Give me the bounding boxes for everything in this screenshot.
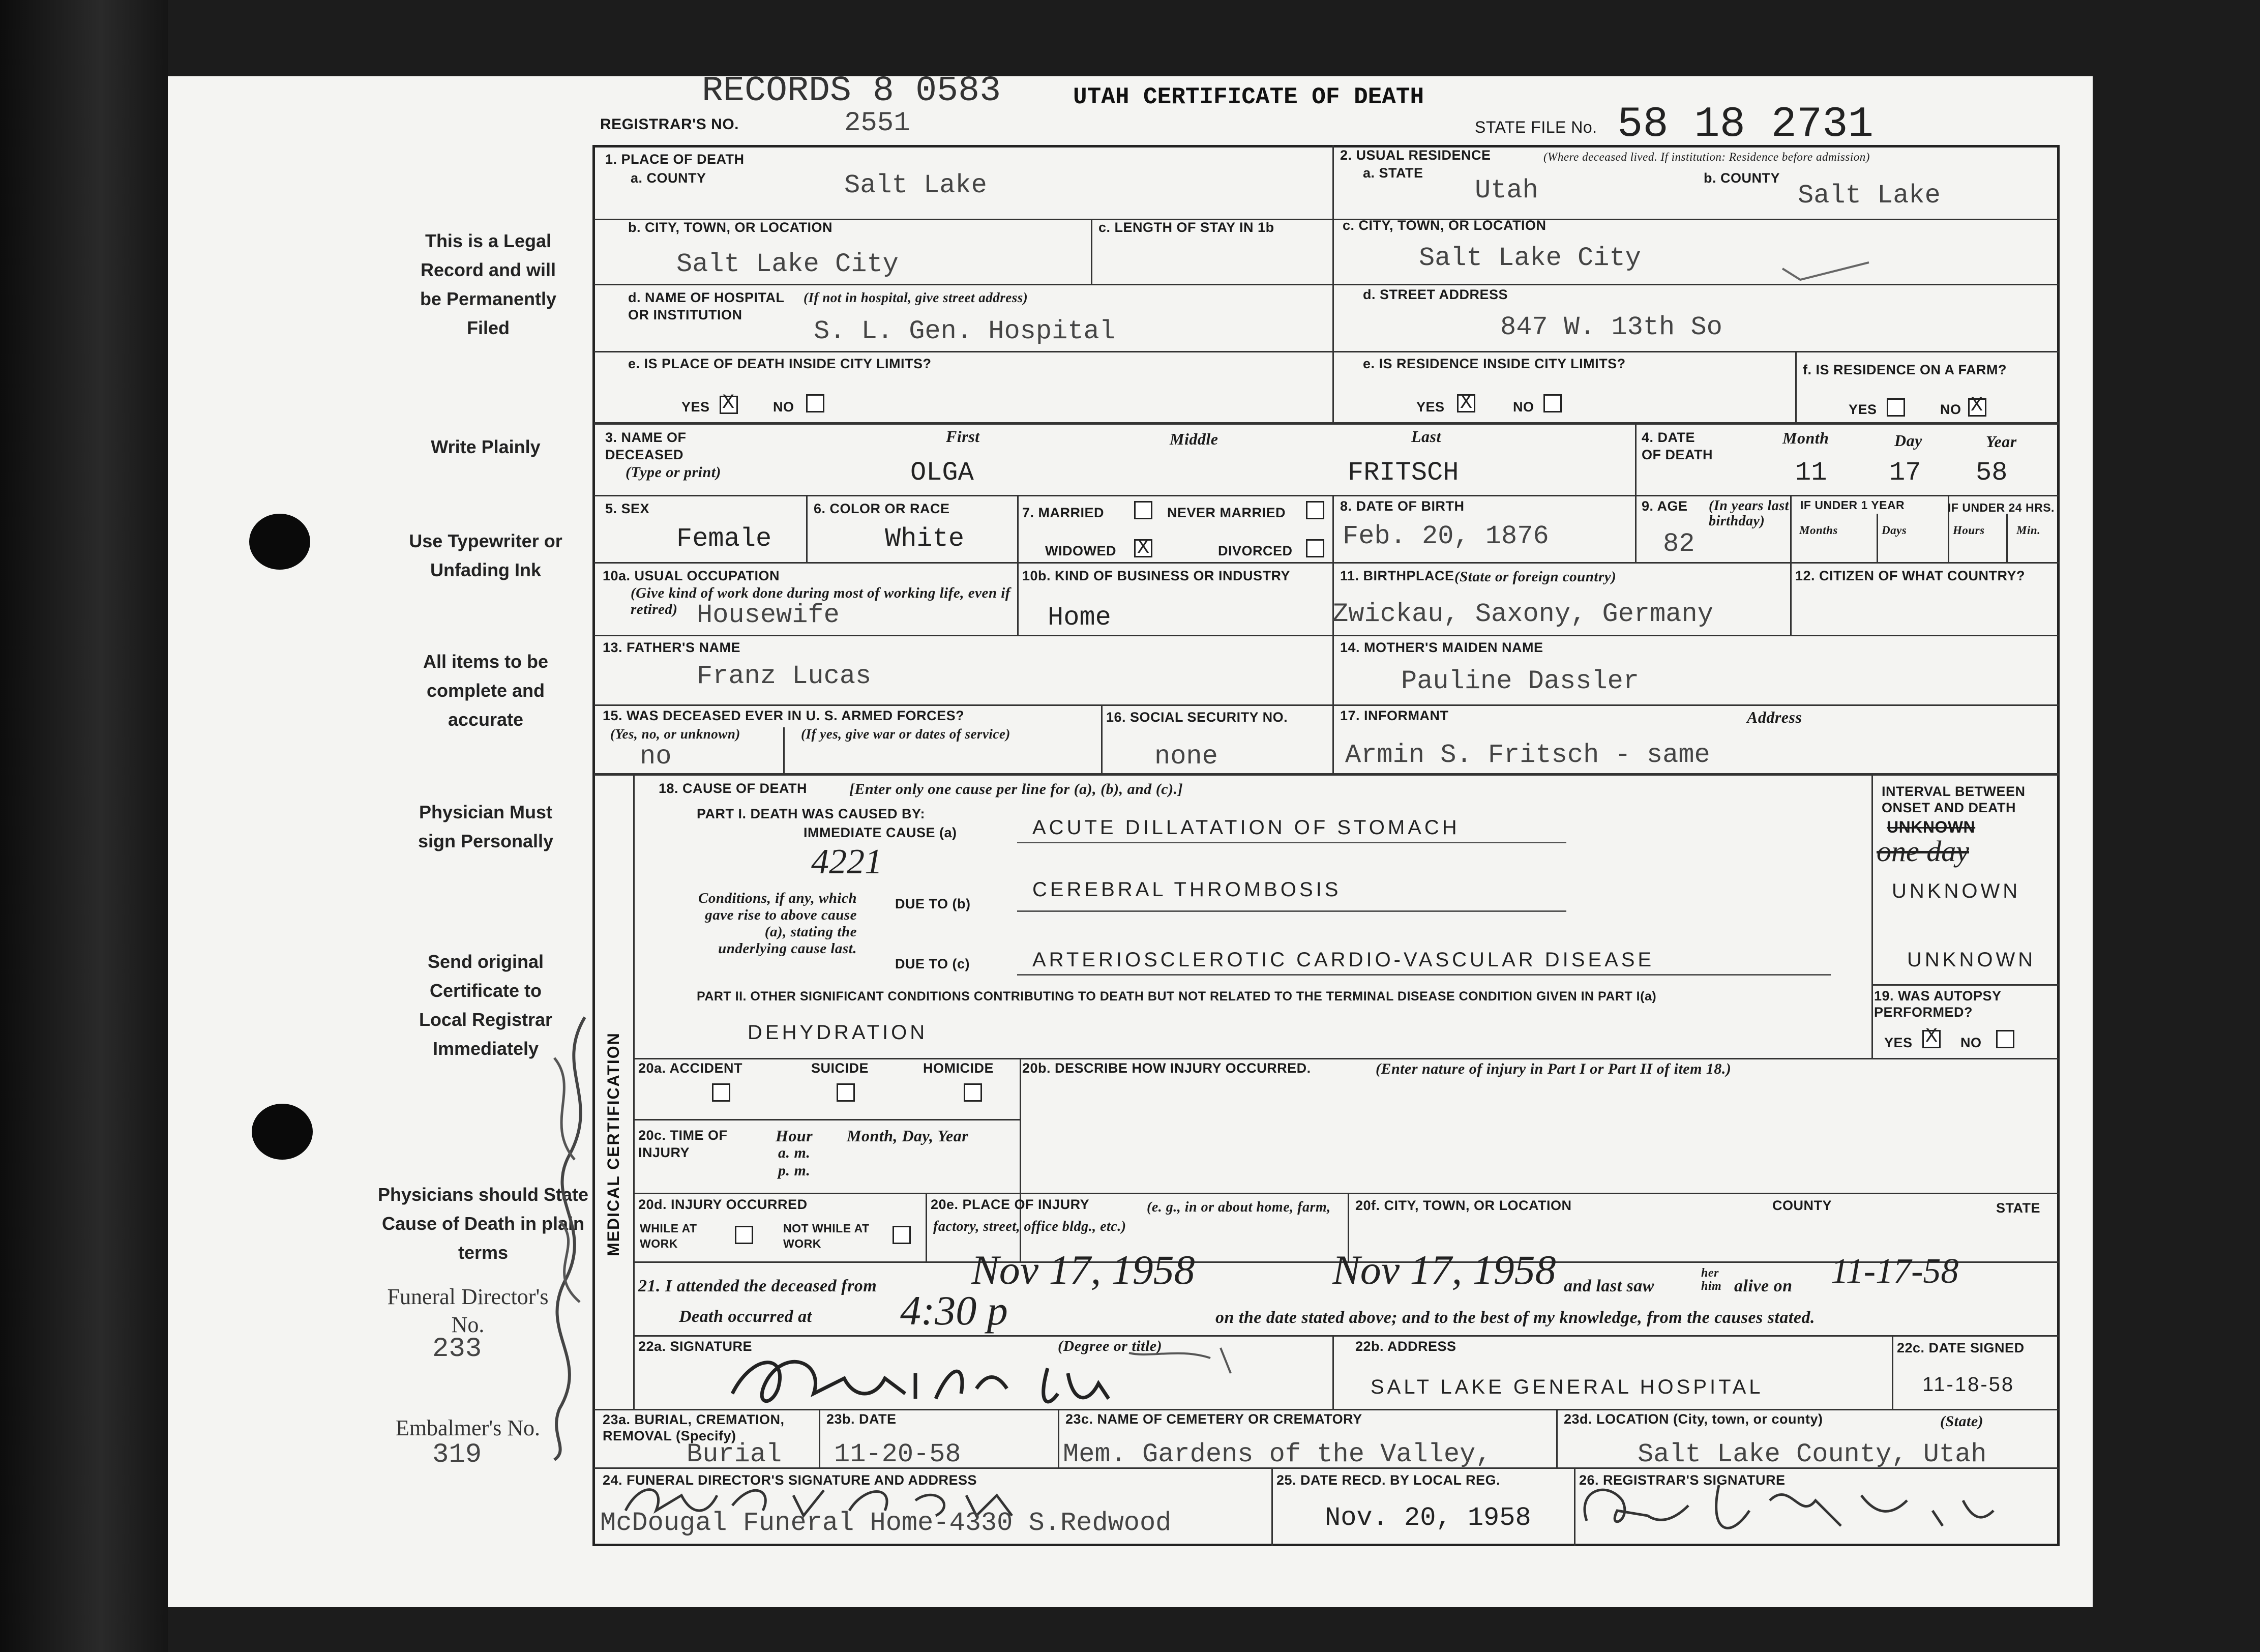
hospital-note: (If not in hospital, give street address) (804, 290, 1028, 305)
place-of-injury-note: (e. g., in or about home, farm, factory, street, office bldg., etc.) (933, 1199, 1331, 1234)
residence-city-no-checkbox[interactable] (1543, 394, 1562, 412)
injury-occurred-label: 20d. INJURY OCCURRED (638, 1197, 808, 1212)
cause-code-handwritten: 4221 (811, 842, 882, 881)
attended-from-value: Nov 17, 1958 (971, 1247, 1195, 1293)
cause-of-death-note: [Enter only one cause per line for (a), (b), and (c).] (849, 781, 1183, 798)
burial-date-label: 23b. DATE (826, 1411, 897, 1427)
suicide-label: SUICIDE (811, 1060, 869, 1076)
race-value: White (885, 524, 965, 554)
cemetery-label: 23c. NAME OF CEMETERY OR CREMATORY (1065, 1411, 1362, 1427)
injury-date-heading: Month, Day, Year (847, 1127, 969, 1145)
accident-checkbox[interactable] (712, 1083, 730, 1102)
cause-a-value: ACUTE DILLATATION OF STOMACH (1032, 816, 1460, 839)
street-address-label: d. STREET ADDRESS (1363, 287, 1508, 302)
date-of-birth-label: 8. DATE OF BIRTH (1340, 498, 1465, 514)
alive-on-label: alive on (1734, 1277, 1793, 1295)
occupation-label: 10a. USUAL OCCUPATION (603, 568, 780, 583)
embalmer-label: Embalmer's No. (395, 1415, 541, 1440)
punch-hole-bottom (252, 1104, 313, 1160)
father-name-label: 13. FATHER'S NAME (603, 640, 740, 655)
last-saw-label: and last saw (1564, 1277, 1654, 1295)
farm-yes-label: YES (1849, 402, 1877, 417)
never-married-label: NEVER MARRIED (1167, 505, 1286, 520)
year-heading: Year (1986, 432, 2017, 451)
punch-hole-top (249, 514, 310, 570)
name-note: (Type or print) (626, 464, 722, 481)
date-of-death-label: 4. DATE OF DEATH (1642, 430, 1713, 462)
autopsy-label: 19. WAS AUTOPSY PERFORMED? (1874, 988, 2002, 1020)
hospital-label: d. NAME OF HOSPITAL OR INSTITUTION (628, 290, 785, 322)
residence-city-label: c. CITY, TOWN, OR LOCATION (1343, 218, 1547, 233)
interval-c-value: UNKNOWN (1907, 949, 2036, 971)
place-of-injury-label: 20e. PLACE OF INJURY (931, 1197, 1090, 1212)
death-time-value: 4:30 p (900, 1287, 1008, 1334)
inside-city-no-label: NO (773, 399, 794, 415)
widowed-label: WIDOWED (1045, 543, 1116, 558)
funeral-director-number: 233 (432, 1334, 482, 1365)
residence-state-label: a. STATE (1363, 165, 1423, 181)
informant-label: 17. INFORMANT (1340, 708, 1449, 723)
hours-heading: Hours (1953, 524, 1985, 537)
cause-of-death-label: 18. CAUSE OF DEATH (659, 781, 808, 796)
industry-label: 10b. KIND OF BUSINESS OR INDUSTRY (1022, 568, 1291, 583)
county-value: Salt Lake (844, 170, 987, 200)
minutes-heading: Min. (2016, 524, 2041, 537)
inside-city-no-checkbox[interactable] (806, 394, 824, 412)
while-at-work-checkbox[interactable] (735, 1226, 753, 1244)
county-label: a. COUNTY (631, 170, 706, 186)
first-name-heading: First (946, 427, 980, 446)
death-year-value: 58 (1976, 458, 2008, 488)
registrar-number: 2551 (844, 108, 910, 139)
death-statement-label: on the date stated above; and to the best of my knowledge, from the causes stated. (1215, 1308, 1815, 1327)
street-address-value: 847 W. 13th So (1500, 312, 1722, 342)
hospital-value: S. L. Gen. Hospital (814, 316, 1115, 346)
margin-send-note: Send original Certificate to Local Registrar Immediately (419, 951, 553, 1059)
usual-residence-label: 2. USUAL RESIDENCE (1340, 148, 1491, 163)
usual-residence-note: (Where deceased lived. If institution: Residence before admission) (1543, 151, 1870, 163)
age-note: (In years last birthday) (1709, 498, 1789, 529)
residence-county-label: b. COUNTY (1704, 170, 1780, 186)
burial-location-label: 23d. LOCATION (City, town, or county) (1564, 1411, 1823, 1427)
attended-to-value: Nov 17, 1958 (1332, 1247, 1556, 1293)
date-received-value: Nov. 20, 1958 (1325, 1503, 1531, 1533)
autopsy-no-label: NO (1960, 1035, 1982, 1050)
residence-city-yes-mark: X (1460, 392, 1473, 415)
mother-name-label: 14. MOTHER'S MAIDEN NAME (1340, 640, 1543, 655)
armed-forces-note-1: (Yes, no, or unknown) (610, 726, 740, 742)
citizenship-label: 12. CITIZEN OF WHAT COUNTRY? (1795, 568, 2025, 583)
interval-struck-text: UNKNOWN (1887, 818, 1976, 836)
informant-address-heading: Address (1747, 708, 1802, 726)
while-at-work-label: WHILE AT WORK (640, 1222, 697, 1250)
margin-write-plainly: Write Plainly (431, 436, 541, 457)
cause-c-value: ARTERIOSCLEROTIC CARDIO-VASCULAR DISEASE (1032, 949, 1655, 971)
place-of-death-label: 1. PLACE OF DEATH (605, 152, 745, 167)
social-security-value: none (1154, 742, 1218, 772)
registrar-signature (1577, 1470, 2034, 1546)
name-of-deceased-label: 3. NAME OF DECEASED (605, 430, 687, 462)
signature-label: 22a. SIGNATURE (638, 1339, 753, 1354)
injury-city-label: 20f. CITY, TOWN, OR LOCATION (1355, 1198, 1572, 1213)
funeral-director-label: Funeral Director's No. (387, 1284, 549, 1337)
due-to-c-label: DUE TO (c) (895, 956, 970, 971)
time-of-injury-label: 20c. TIME OF INJURY (638, 1128, 728, 1160)
inside-city-yes-mark: X (722, 392, 735, 415)
burial-date-value: 11-20-58 (834, 1439, 961, 1469)
month-heading: Month (1782, 429, 1829, 447)
autopsy-yes-mark: X (1925, 1025, 1938, 1048)
physician-address-label: 22b. ADDRESS (1355, 1339, 1456, 1354)
armed-forces-note-2: (If yes, give war or dates of service) (801, 726, 1010, 742)
margin-complete-note: All items to be complete and accurate (423, 651, 549, 730)
medical-certification-label: MEDICAL CERTIFICATION (604, 1032, 622, 1256)
under-one-year-label: IF UNDER 1 YEAR (1800, 498, 1905, 512)
residence-city-value: Salt Lake City (1419, 243, 1641, 273)
city-value: Salt Lake City (676, 249, 899, 279)
date-received-label: 25. DATE RECD. BY LOCAL REG. (1276, 1472, 1501, 1488)
embalmer-number: 319 (432, 1439, 482, 1470)
injury-county-label: COUNTY (1772, 1198, 1832, 1213)
certificate-title: UTAH CERTIFICATE OF DEATH (1073, 84, 1424, 110)
birthplace-label: 11. BIRTHPLACE (1340, 568, 1454, 583)
informant-value: Armin S. Fritsch - same (1345, 740, 1710, 770)
residence-city-limits-label: e. IS RESIDENCE INSIDE CITY LIMITS? (1363, 356, 1626, 371)
armed-forces-value: no (640, 742, 672, 772)
am-heading: a. m. (778, 1144, 811, 1161)
father-name-value: Franz Lucas (697, 661, 872, 691)
interval-b-value: UNKNOWN (1892, 880, 2021, 902)
farm-no-mark: X (1971, 394, 1983, 417)
date-signed-label: 22c. DATE SIGNED (1897, 1340, 2025, 1355)
state-file-number: 58 18 2731 (1617, 101, 1874, 149)
interval-a-value: one day (1877, 835, 1969, 868)
registrar-signature-label: 26. REGISTRAR'S SIGNATURE (1579, 1472, 1786, 1488)
death-day-value: 17 (1889, 458, 1921, 488)
residence-city-no-label: NO (1513, 399, 1534, 415)
injury-state-label: STATE (1996, 1200, 2040, 1216)
farm-no-label: NO (1940, 402, 1961, 417)
residence-state-value: Utah (1475, 175, 1538, 205)
due-to-b-label: DUE TO (b) (895, 896, 971, 911)
hour-heading: Hour (776, 1127, 813, 1145)
under-24-hours-label: IF UNDER 24 HRS. (1948, 501, 2055, 514)
day-heading: Day (1894, 431, 1922, 450)
archive-stamp: RECORDS 8 0583 (702, 71, 1001, 111)
autopsy-yes-label: YES (1884, 1035, 1913, 1050)
funeral-home-value: McDougal Funeral Home-4330 S.Redwood (600, 1508, 1172, 1538)
part-one-label: PART I. DEATH WAS CAUSED BY: (697, 806, 926, 821)
months-heading: Months (1799, 524, 1838, 537)
age-value: 82 (1663, 529, 1695, 559)
autopsy-no-checkbox[interactable] (1996, 1030, 2014, 1048)
residence-county-value: Salt Lake (1798, 181, 1941, 211)
margin-typewriter-note: Use Typewriter or Unfading Ink (409, 530, 562, 580)
cemetery-value: Mem. Gardens of the Valley, (1063, 1439, 1492, 1469)
armed-forces-label: 15. WAS DECEASED EVER IN U. S. ARMED FORCES? (603, 708, 965, 723)
social-security-label: 16. SOCIAL SECURITY NO. (1106, 710, 1288, 725)
check-mark-scribble (1780, 258, 1871, 284)
occupation-note: (Give kind of work done during most of working life, even if retired) (631, 585, 1010, 617)
date-of-birth-value: Feb. 20, 1876 (1343, 521, 1549, 551)
middle-name-heading: Middle (1170, 430, 1218, 448)
age-label: 9. AGE (1642, 498, 1688, 514)
physician-signature (722, 1343, 1282, 1414)
never-married-checkbox[interactable] (1306, 501, 1324, 519)
sex-label: 5. SEX (605, 501, 650, 516)
burial-label: 23a. BURIAL, CREMATION, REMOVAL (Specify) (603, 1412, 785, 1443)
divorced-label: DIVORCED (1218, 543, 1293, 558)
injury-description-note: (Enter nature of injury in Part I or Part II of item 18.) (1376, 1060, 1732, 1077)
death-month-value: 11 (1795, 458, 1827, 488)
last-name-heading: Last (1411, 427, 1441, 446)
immediate-cause-label: IMMEDIATE CAUSE (a) (804, 825, 957, 840)
days-heading: Days (1882, 524, 1907, 537)
burial-location-value: Salt Lake County, Utah (1638, 1439, 1987, 1469)
her-him-label: her him (1701, 1266, 1722, 1293)
farm-yes-checkbox[interactable] (1887, 398, 1905, 417)
birthplace-value: Zwickau, Saxony, Germany (1332, 599, 1713, 629)
first-name-value: OLGA (910, 458, 974, 488)
residence-city-yes-label: YES (1416, 399, 1445, 415)
suicide-checkbox[interactable] (837, 1083, 855, 1102)
state-file-label: STATE FILE No. (1475, 118, 1597, 136)
city-location-label: b. CITY, TOWN, OR LOCATION (628, 220, 832, 235)
industry-value: Home (1048, 603, 1111, 633)
interval-label: INTERVAL BETWEEN ONSET AND DEATH (1882, 784, 2026, 815)
death-occurred-label: Death occurred at (679, 1307, 812, 1326)
margin-legal-note: This is a Legal Record and will be Permanently Filed (420, 230, 557, 338)
married-checkbox[interactable] (1134, 501, 1152, 519)
burial-value: Burial (687, 1439, 782, 1469)
degree-label: (Degree or title) (1058, 1338, 1163, 1354)
length-of-stay-label: c. LENGTH OF STAY IN 1b (1098, 220, 1274, 235)
occupation-value: Housewife (697, 600, 840, 630)
homicide-label: HOMICIDE (923, 1060, 994, 1076)
date-signed-value: 11-18-58 (1922, 1373, 2015, 1396)
pm-heading: p. m. (778, 1162, 811, 1179)
widowed-mark: X (1137, 537, 1150, 559)
part-two-label: PART II. OTHER SIGNIFICANT CONDITIONS CONTRIBUTING TO DEATH BUT NOT RELATED TO THE TERMINAL DISEASE CONDITION GIVEN IN PART I(a) (697, 989, 1657, 1004)
part-two-value: DEHYDRATION (748, 1021, 928, 1044)
binding-edge (0, 0, 168, 1652)
homicide-checkbox[interactable] (964, 1083, 982, 1102)
inside-city-yes-label: YES (681, 399, 710, 415)
not-while-at-work-label: NOT WHILE AT WORK (783, 1222, 870, 1250)
birthplace-note: (State or foreign country) (1454, 569, 1617, 585)
burial-state-heading: (State) (1940, 1413, 1984, 1430)
married-label: 7. MARRIED (1022, 505, 1105, 520)
race-label: 6. COLOR OR RACE (814, 501, 950, 516)
accident-label: 20a. ACCIDENT (638, 1060, 743, 1076)
injury-description-label: 20b. DESCRIBE HOW INJURY OCCURRED. (1022, 1060, 1311, 1076)
sex-value: Female (676, 524, 772, 554)
last-seen-value: 11-17-58 (1831, 1252, 1959, 1291)
attended-label: 21. I attended the deceased from (638, 1277, 877, 1295)
physician-address-value: SALT LAKE GENERAL HOSPITAL (1371, 1376, 1764, 1398)
margin-cause-note: Physicians should State Cause of Death in plain terms (377, 1184, 589, 1263)
margin-physician-note: Physician Must sign Personally (418, 802, 554, 851)
registrar-label: REGISTRAR'S NO. (600, 116, 739, 133)
funeral-director-signature-label: 24. FUNERAL DIRECTOR'S SIGNATURE AND ADDRESS (603, 1472, 977, 1488)
last-name-value: FRITSCH (1348, 458, 1459, 488)
mother-name-value: Pauline Dassler (1401, 666, 1640, 696)
cause-b-value: CEREBRAL THROMBOSIS (1032, 878, 1342, 901)
divorced-checkbox[interactable] (1306, 539, 1324, 557)
farm-label: f. IS RESIDENCE ON A FARM? (1803, 362, 2007, 377)
inside-city-limits-label: e. IS PLACE OF DEATH INSIDE CITY LIMITS? (628, 356, 932, 371)
not-while-at-work-checkbox[interactable] (893, 1226, 911, 1244)
conditions-note: Conditions, if any, which gave rise to above cause (a), stating the underlying cause last. (698, 890, 857, 957)
